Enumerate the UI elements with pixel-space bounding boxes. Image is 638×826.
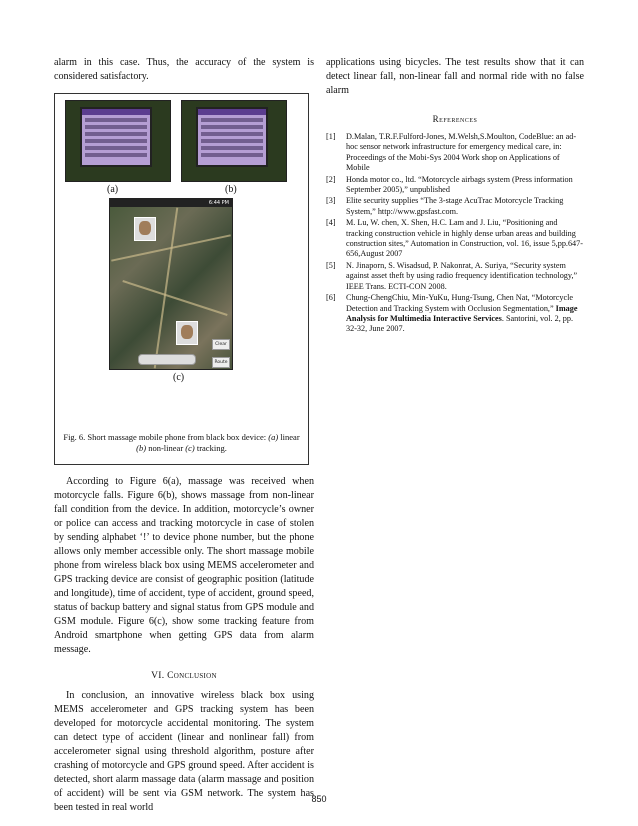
reference-item: [4] M. Lu, W. chen, X. Shen, H.C. Lam and J. Liu, “Positioning and tracking construction vehicle in highly dense urban areas and building construction sites,” Automation in Construction, vol. 16, issue 5,pp.647-656,August 2007	[326, 218, 583, 259]
figure-label-a: (a)	[107, 184, 119, 195]
reference-item: [2] Honda motor co., ltd. “Motorcycle airbags system (Press information September 2005),” unpublished	[326, 174, 573, 195]
page-number: 850	[311, 794, 327, 804]
figure-caption: Fig. 6. Short massage mobile phone from black box device: (a) linear (b) non-linear (c) tracking.	[63, 432, 300, 453]
android-status-bar: 6:44 PM	[110, 199, 232, 207]
satellite-map	[110, 207, 232, 369]
section-heading-conclusion: VI. Conclusion	[151, 671, 217, 681]
figure-label-c: (c)	[173, 372, 185, 383]
reference-item: [3] Elite security supplies “The 3-stage AcuTrac Motorcycle Tracking System,” http://www.gpsfast.com.	[326, 196, 564, 216]
paragraph-figure-discussion: According to Figure 6(a), massage was received when motorcycle falls. Figure 6(b), shows massage from non-linear fall condition from the device. In addition, motorcycle’s owner or police can access and tracking motorcycle in case of stolen by sending alphabet ‘!’ to device phone number, but the phone allows only member accessible only. The short massage mobile phone from wireless black box using MEMS accelerometer and GPS tracking device are consist of geographic position (latitude and longitude), time of accident, type of accident, ground speed, status of backup battery and signal status from GPS module and GSM module. Figure 6(c), show some tracking feature from Android smartphone when getting GPS data from alarm message.	[54, 476, 314, 655]
phone-screenshot-a	[65, 100, 171, 182]
paragraph-test-results: applications using bicycles. The test results show that it can detect linear fall, non-linear fall and normal ride with no false alarm	[326, 57, 584, 96]
paragraph-accuracy: alarm in this case. Thus, the accuracy of the system is considered satisfactory.	[54, 57, 314, 82]
references-heading: References	[432, 114, 478, 124]
references-list	[326, 132, 584, 335]
phone-lcd-a	[80, 107, 152, 167]
paragraph-conclusion: In conclusion, an innovative wireless black box using MEMS accelerometer and GPS tracking system has been developed for motorcycle accidental monitoring. The system can detect type of accident (linear and nonlinear fall) from accelerometer signal using threshold algorithm, posture after crashing of motorcycle and GPS ground speed. After accident is detected, short alarm massage data (alarm massage and position of accident) will be sent via GSM network. The system has been tested in real world	[54, 690, 314, 813]
clear-button[interactable]: Clear	[212, 339, 230, 350]
figure-6	[54, 93, 309, 465]
android-tracking-screenshot	[109, 198, 233, 370]
map-marker-accident-icon	[176, 321, 198, 345]
right-column	[326, 56, 584, 336]
reference-item: [1] D.Malan, T.R.F.Fulford-Jones, M.Welsh,S.Moulton, CodeBlue: an ad-hoc sensor network infrastructure for emergency medical care, in: Proceedings of the Mobi-Sys 2004 Work shop on Applications of Mobile	[326, 132, 577, 173]
route-button[interactable]: Route	[212, 357, 230, 368]
left-column	[54, 56, 314, 815]
reference-item: [6] Chung-ChengChiu, Min-YuKu, Hung-Tsung, Chen Nat, “Motorcycle Detection and Tracking System with Occlusion Segmentation,” Image Analysis for Multimedia Interactive Services. Santorini, vol. 2, pp. 32-32, June 2007.	[326, 293, 578, 334]
phone-lcd-b	[196, 107, 268, 167]
phone-screenshot-b	[181, 100, 287, 182]
map-marker-user-icon	[134, 217, 156, 241]
figure-label-b: (b)	[225, 184, 237, 195]
reference-item: [5] N. Jinaporn, S. Wisadsud, P. Nakonrat, A. Suriya, “Security system against asset theft by using radio frequency identification technology,” IEEE Trans. ECTI-CON 2008.	[326, 260, 578, 291]
zoom-control[interactable]	[138, 354, 196, 365]
